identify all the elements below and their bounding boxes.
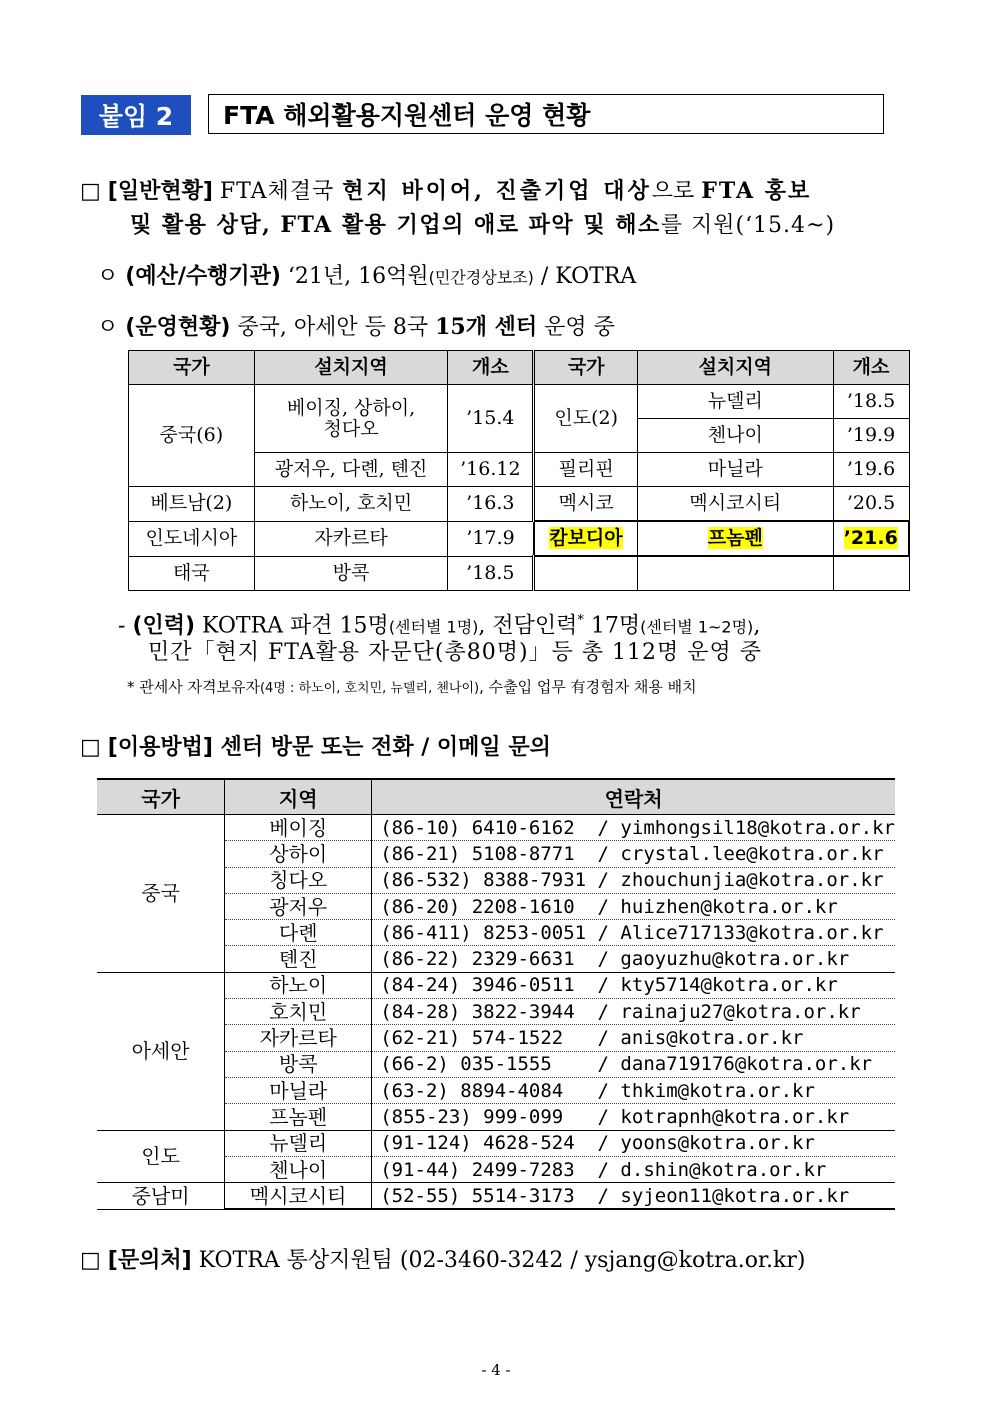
region-cell: 하노이, 호치민	[254, 487, 448, 522]
dash-icon: -	[118, 613, 126, 639]
region-cell: 톈진	[225, 946, 372, 972]
year-cell: ’17.9	[448, 521, 534, 556]
group-country-cell: 아세안	[97, 972, 225, 1130]
sec1-text-b: 현지 바이어, 진출기업 대상	[342, 178, 652, 204]
region-cell: 광저우, 다롄, 톈진	[254, 453, 448, 487]
col-header: 국가	[97, 779, 225, 815]
col-header: 국가	[129, 351, 255, 385]
contact-table	[97, 778, 895, 1210]
region-cell: 마닐라	[225, 1077, 372, 1103]
table-row	[97, 972, 895, 998]
sec1-text-e: 및 활용 상담, FTA 활용 기업의 애로 파악 및 해소	[130, 212, 661, 238]
ops-text-c: 운영 중	[537, 315, 615, 340]
region-cell: 하노이	[225, 972, 372, 998]
highlight-country-cell	[534, 521, 638, 556]
ops-text-b: 15개 센터	[435, 314, 538, 340]
highlight-region-cell	[638, 521, 833, 556]
group-country-cell: 중국	[97, 815, 225, 973]
contact-cell: (91-44) 2499-7283 / d.shin@kotra.or.kr	[372, 1156, 895, 1182]
year-cell: ’19.9	[833, 419, 909, 453]
budget-label: (예산/수행기관)	[125, 264, 281, 289]
empty-cell	[833, 556, 909, 591]
group-country-cell: 인도	[97, 1130, 225, 1183]
highlight-year-cell	[833, 521, 909, 556]
sec2-text: 센터 방문 또는 전화 / 이메일 문의	[212, 735, 551, 760]
checkbox-square-icon: □	[80, 735, 101, 760]
note-c: , 수출입 업무 有경험자 채용 배치	[479, 678, 697, 696]
region-cell: 광저우	[225, 893, 372, 919]
bullet-icon: ㅇ	[97, 264, 119, 289]
contact-cell: (66-2) 035-1555 / dana719176@kotra.or.kr	[372, 1051, 895, 1077]
page-number: - 4 -	[481, 1361, 511, 1379]
note-b: (4명 : 하노이, 호치민, 뉴델리, 첸나이)	[259, 681, 480, 696]
table-row	[97, 815, 895, 841]
region-cell: 뉴델리	[638, 385, 833, 419]
col-header: 개소	[833, 351, 909, 385]
staff-text-c: , 전담인력	[478, 613, 578, 639]
appendix-tag: 붙임 2	[81, 95, 191, 135]
staff-text-e: (센터별 1~2명)	[640, 617, 754, 637]
year-cell: ’15.4	[448, 385, 534, 453]
country-cell: 필리핀	[534, 453, 638, 487]
sec1-line2	[130, 210, 835, 241]
ops-label: (운영현황)	[125, 315, 231, 340]
staff-line1	[118, 606, 760, 642]
table-header-row	[129, 351, 910, 385]
contact-cell: (84-28) 3822-3944 / rainaju27@kotra.or.kr	[372, 999, 895, 1025]
table-row	[97, 1130, 895, 1156]
budget-text-b: (민간경상보조)	[428, 268, 534, 287]
year-cell: ’20.5	[833, 487, 909, 522]
table-row	[129, 521, 910, 556]
contact-cell: (86-20) 2208-1610 / huizhen@kotra.or.kr	[372, 893, 895, 919]
region-cell: 멕시코시티	[225, 1183, 372, 1210]
center-table	[128, 350, 910, 591]
sec1-text-f: 를 지원(‘15.4~)	[660, 213, 836, 238]
col-header: 지역	[225, 779, 372, 815]
highlight-year: ’21.6	[843, 527, 898, 549]
region-cell: 자카르타	[225, 1025, 372, 1051]
region-cell: 베이징, 상하이, 청다오	[254, 385, 448, 453]
contact-cell: (86-21) 5108-8771 / crystal.lee@kotra.or.kr	[372, 841, 895, 867]
country-cell: 중국(6)	[129, 385, 255, 487]
country-cell: 멕시코	[534, 487, 638, 522]
highlight-country: 캄보디아	[549, 527, 623, 549]
contact-cell: (86-10) 6410-6162 / yimhongsil18@kotra.or.kr	[372, 815, 895, 841]
country-cell: 인도네시아	[129, 521, 255, 556]
region-cell: 호치민	[225, 999, 372, 1025]
col-header: 국가	[534, 351, 638, 385]
contact-cell: (62-21) 574-1522 / anis@kotra.or.kr	[372, 1025, 895, 1051]
page-title-text: FTA 해외활용지원센터 운영 현황	[223, 101, 591, 130]
empty-cell	[534, 556, 638, 591]
sec1-text-d: FTA 홍보	[701, 178, 812, 204]
region-cell: 방콕	[225, 1051, 372, 1077]
col-header: 연락처	[372, 779, 895, 815]
col-header: 설치지역	[254, 351, 448, 385]
year-cell: ’19.6	[833, 453, 909, 487]
contact-cell: (86-411) 8253-0051 / Alice717133@kotra.or.kr	[372, 920, 895, 946]
staff-text-b: (센터별 1명)	[388, 617, 479, 637]
region-cell: 첸나이	[225, 1156, 372, 1182]
table-row	[129, 385, 910, 419]
budget-text-a: ‘21년, 16억원	[280, 264, 429, 289]
footnote-mark: *	[577, 613, 584, 628]
sec1-text-a: FTA체결국	[219, 179, 343, 204]
staff-text-f: ,	[753, 613, 761, 639]
region-cell: 마닐라	[638, 453, 833, 487]
staff-note	[127, 676, 697, 697]
region-cell: 뉴델리	[225, 1130, 372, 1156]
budget-line	[97, 262, 636, 293]
table-row	[97, 1183, 895, 1210]
contact-cell: (63-2) 8894-4084 / thkim@kotra.or.kr	[372, 1077, 895, 1103]
col-header: 설치지역	[638, 351, 833, 385]
staff-label: (인력)	[132, 613, 196, 639]
group-country-cell: 중남미	[97, 1183, 225, 1210]
staff-line2	[148, 638, 762, 668]
ops-line	[97, 312, 615, 343]
highlight-region: 프놈펜	[707, 527, 763, 549]
col-header: 개소	[448, 351, 534, 385]
page-title	[208, 94, 884, 134]
note-a: * 관세사 자격보유자	[127, 678, 260, 696]
country-cell: 베트남(2)	[129, 487, 255, 522]
year-cell: ’18.5	[833, 385, 909, 419]
region-cell: 멕시코시티	[638, 487, 833, 522]
contact-cell: (84-24) 3946-0511 / kty5714@kotra.or.kr	[372, 972, 895, 998]
country-cell: 태국	[129, 556, 255, 591]
region-cell: 프놈펜	[225, 1104, 372, 1130]
sec1-text-c: 으로	[651, 179, 702, 204]
contact-cell: (86-532) 8388-7931 / zhouchunjia@kotra.or.kr	[372, 867, 895, 893]
sec3-text: KOTRA 통상지원팀 (02-3460-3242 / ysjang@kotra.or.kr)	[191, 1248, 806, 1273]
region-cell: 상하이	[225, 841, 372, 867]
empty-cell	[638, 556, 833, 591]
checkbox-square-icon: □	[80, 1248, 101, 1273]
staff-text-d: 17명	[583, 613, 641, 639]
contact-cell: (91-124) 4628-524 / yoons@kotra.or.kr	[372, 1130, 895, 1156]
table-row	[129, 487, 910, 522]
region-cell: 자카르타	[254, 521, 448, 556]
region-cell: 다롄	[225, 920, 372, 946]
sec1-label: [일반현황]	[107, 179, 213, 204]
year-cell: ’16.3	[448, 487, 534, 522]
region-cell: 방콕	[254, 556, 448, 591]
contact-cell: (52-55) 5514-3173 / syjeon11@kotra.or.kr	[372, 1183, 895, 1210]
staff-text-a: KOTRA 파견 15명	[195, 613, 389, 639]
region-cell: 칭다오	[225, 867, 372, 893]
ops-text-a: 중국, 아세안 등 8국	[230, 315, 436, 340]
contact-cell: (86-22) 2329-6631 / gaoyuzhu@kotra.or.kr	[372, 946, 895, 972]
bullet-icon: ㅇ	[97, 315, 119, 340]
region-cell: 베이징	[225, 815, 372, 841]
sec3-line	[80, 1246, 805, 1276]
year-cell: ’18.5	[448, 556, 534, 591]
year-cell: ’16.12	[448, 453, 534, 487]
table-row	[129, 556, 910, 591]
table-header-row	[97, 779, 895, 815]
staff-text-g: 민간「현지 FTA활용 자문단(총80명)」등 총 112명 운영 중	[148, 640, 763, 665]
region-cell: 첸나이	[638, 419, 833, 453]
checkbox-square-icon: □	[80, 179, 101, 204]
contact-cell: (855-23) 999-099 / kotrapnh@kotra.or.kr	[372, 1104, 895, 1130]
sec1-line1	[80, 176, 811, 207]
sec3-label: [문의처]	[107, 1248, 192, 1273]
country-cell: 인도(2)	[534, 385, 638, 453]
sec2-line	[80, 733, 551, 763]
sec2-label: [이용방법]	[107, 735, 213, 760]
budget-text-c: / KOTRA	[533, 264, 637, 289]
